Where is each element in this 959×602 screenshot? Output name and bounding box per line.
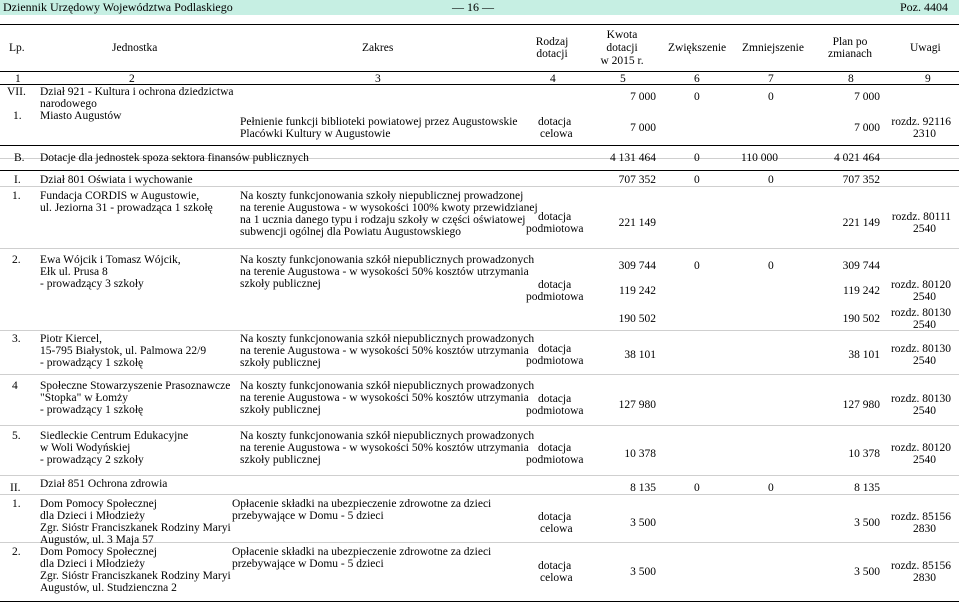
row-wojcik-a-zw: 0 — [694, 260, 700, 272]
row-wojcik-a-kwota: 309 744 — [618, 260, 656, 272]
row-siedleckie-rodzaj-1: dotacja — [538, 442, 572, 454]
row-kiercel-plan: 38 101 — [848, 349, 880, 361]
row-stopka-zakres-1: Na koszty funkcjonowania szkół niepublicznych prowadzonych — [240, 380, 535, 392]
row-miasto-lp: 1. — [13, 110, 22, 122]
row-wojcik-jednostka-1: Ewa Wójcik i Tomasz Wójcik, — [40, 254, 181, 266]
row-siedleckie-jednostka-1: Siedleckie Centrum Edukacyjne — [40, 430, 189, 442]
col-kwota-2: dotacji — [606, 42, 638, 54]
section-ii-zm: 0 — [768, 482, 774, 494]
row-cordis-zakres-3: na 1 ucznia danego typu i rodzaju szkoły w części oświatowej — [240, 214, 526, 226]
row-wojcik-c-plan: 190 502 — [842, 313, 880, 325]
row-wojcik-jednostka-3: - prowadzący 3 szkoły — [40, 278, 144, 290]
row-stopka-rodzaj-2: podmiotowa — [526, 405, 584, 417]
row-miasto-jednostka: Miasto Augustów — [40, 110, 122, 122]
col-uwagi: Uwagi — [910, 42, 941, 54]
section-vii-zm: 0 — [768, 91, 774, 103]
colnum-7: 7 — [768, 73, 774, 85]
row-dps2-zakres-1: Opłacenie składki na ubezpieczenie zdrowotne za dzieci — [232, 546, 492, 558]
row-kiercel-jednostka-3: - prowadzący 1 szkołę — [40, 357, 144, 369]
row-stopka-jednostka-3: - prowadzący 1 szkołę — [40, 404, 144, 416]
grid-line — [0, 330, 959, 331]
section-vii-zw: 0 — [694, 91, 700, 103]
row-cordis-jednostka-2: ul. Jeziorna 31 - prowadząca 1 szkołę — [40, 202, 213, 214]
row-wojcik-zakres-2: na terenie Augustowa - w wysokości 50% kosztów utrzymania — [240, 266, 529, 278]
row-dps2-jednostka-2: dla Dzieci i Młodzieży — [40, 558, 146, 570]
row-cordis-uwagi-1: rozdz. 80111 — [891, 211, 951, 223]
row-kiercel-zakres-3: szkoły publicznej — [240, 357, 321, 369]
row-kiercel-jednostka-1: Piotr Kiercel, — [40, 333, 102, 345]
row-dps2-jednostka-4: Augustów, ul. Studzienczna 2 — [40, 582, 177, 594]
row-miasto-uwagi-2: 2310 — [913, 128, 936, 140]
row-kiercel-rodzaj-2: podmiotowa — [526, 355, 584, 367]
row-wojcik-rodzaj-1: dotacja — [538, 279, 572, 291]
row-dps1-jednostka-2: dla Dzieci i Młodzieży — [40, 510, 146, 522]
rule-top — [0, 24, 959, 25]
section-ii-lp: II. — [10, 482, 21, 494]
row-dps1-rodzaj-2: celowa — [540, 523, 573, 535]
row-wojcik-lp: 2. — [12, 254, 21, 266]
section-b-lp: B. — [14, 152, 25, 164]
colnum-4: 4 — [550, 73, 556, 85]
row-stopka-jednostka-2: "Stopka" w Łomży — [40, 392, 128, 404]
col-zmniejszenie: Zmniejszenie — [742, 42, 804, 54]
col-zakres: Zakres — [362, 42, 394, 54]
row-siedleckie-uwagi-1: rozdz. 80120 — [890, 442, 951, 454]
col-lp: Lp. — [9, 42, 25, 54]
row-dps1-rodzaj-1: dotacja — [538, 511, 572, 523]
row-wojcik-rodzaj-2: podmiotowa — [526, 291, 584, 303]
row-miasto-zakres-2: Placówki Kultury w Augustowie — [240, 128, 391, 140]
row-stopka-plan: 127 980 — [842, 399, 880, 411]
row-dps2-uwagi-2: 2830 — [913, 572, 936, 584]
row-cordis-zakres-4: subwencji ogólnej dla Powiatu Augustowskiego — [240, 226, 462, 238]
col-zwiekszenie: Zwiększenie — [668, 42, 727, 54]
row-wojcik-a-plan: 309 744 — [842, 260, 880, 272]
colnum-9: 9 — [925, 73, 931, 85]
row-dps1-jednostka-4: Augustów, ul. 3 Maja 57 — [40, 534, 154, 546]
row-siedleckie-uwagi-2: 2540 — [913, 454, 936, 466]
row-cordis-lp: 1. — [12, 190, 21, 202]
row-cordis-rodzaj-1: dotacja — [538, 211, 572, 223]
rule-colnums — [0, 84, 959, 85]
grid-line — [0, 475, 959, 476]
row-wojcik-a-zm: 0 — [768, 260, 774, 272]
row-stopka-zakres-3: szkoły publicznej — [240, 404, 321, 416]
row-miasto-kwota: 7 000 — [630, 122, 656, 134]
section-ii-title: Dział 851 Ochrona zdrowia — [40, 478, 168, 490]
row-siedleckie-zakres-3: szkoły publicznej — [240, 454, 321, 466]
section-i-kwota: 707 352 — [618, 174, 656, 186]
row-dps2-jednostka-1: Dom Pomocy Społecznej — [40, 546, 157, 558]
row-cordis-plan: 221 149 — [842, 217, 880, 229]
row-dps1-uwagi-1: rozdz. 85156 — [890, 511, 951, 523]
row-kiercel-zakres-2: na terenie Augustowa - w wysokości 50% kosztów utrzymania — [240, 345, 529, 357]
section-ii-zw: 0 — [694, 482, 700, 494]
row-miasto-uwagi-1: rozdz. 92116 — [891, 116, 951, 128]
row-dps1-zakres-1: Opłacenie składki na ubezpieczenie zdrowotne za dzieci — [232, 498, 492, 510]
row-stopka-rodzaj-1: dotacja — [538, 393, 572, 405]
row-cordis-jednostka-1: Fundacja CORDIS w Augustowie, — [40, 190, 200, 202]
row-stopka-lp: 4 — [12, 380, 18, 392]
row-wojcik-b-uwagi-1: rozdz. 80120 — [890, 279, 951, 291]
section-i-lp: I. — [14, 174, 21, 186]
row-siedleckie-rodzaj-2: podmiotowa — [526, 454, 584, 466]
col-jednostka: Jednostka — [112, 42, 158, 54]
row-miasto-rodzaj-1: dotacja — [538, 116, 572, 128]
colnum-1: 1 — [15, 73, 21, 85]
grid-line — [0, 494, 959, 495]
row-wojcik-zakres-3: szkoły publicznej — [240, 278, 321, 290]
row-cordis-kwota: 221 149 — [618, 217, 656, 229]
row-wojcik-c-kwota: 190 502 — [618, 313, 656, 325]
rule-header — [0, 71, 959, 72]
section-b-title: Dotacje dla jednostek spoza sektora finansów publicznych — [40, 152, 309, 164]
section-i-zw: 0 — [694, 174, 700, 186]
section-i-title: Dział 801 Oświata i wychowanie — [40, 174, 193, 186]
row-dps1-kwota: 3 500 — [630, 517, 656, 529]
section-b-zw: 0 — [694, 152, 700, 164]
row-wojcik-b-uwagi-2: 2540 — [913, 291, 936, 303]
row-siedleckie-zakres-1: Na koszty funkcjonowania szkół niepublicznych prowadzonych — [240, 430, 535, 442]
row-kiercel-kwota: 38 101 — [624, 349, 656, 361]
colnum-6: 6 — [694, 73, 700, 85]
col-kwota-3: w 2015 r. — [600, 55, 644, 67]
row-siedleckie-jednostka-2: w Woli Wodyńskiej — [40, 442, 131, 454]
col-rodzaj-1: Rodzaj — [535, 36, 569, 48]
row-wojcik-zakres-1: Na koszty funkcjonowania szkół niepublicznych prowadzonych — [240, 254, 535, 266]
row-dps2-rodzaj-1: dotacja — [538, 560, 572, 572]
colnum-3: 3 — [375, 73, 381, 85]
row-wojcik-c-uwagi-1: rozdz. 80130 — [890, 307, 951, 319]
section-b-plan: 4 021 464 — [834, 152, 880, 164]
row-siedleckie-lp: 5. — [12, 430, 21, 442]
row-dps2-rodzaj-2: celowa — [540, 572, 573, 584]
row-siedleckie-kwota: 10 378 — [624, 448, 656, 460]
row-dps1-lp: 1. — [12, 498, 21, 510]
section-ii-plan: 8 135 — [854, 482, 880, 494]
section-ii-kwota: 8 135 — [630, 482, 656, 494]
row-kiercel-zakres-1: Na koszty funkcjonowania szkół niepublicznych prowadzonych — [240, 333, 535, 345]
row-siedleckie-jednostka-3: - prowadzący 2 szkoły — [40, 454, 144, 466]
section-b-zm: 110 000 — [741, 152, 778, 164]
col-kwota-1: Kwota — [606, 29, 638, 41]
row-dps1-zakres-2: przebywające w Domu - 5 dzieci — [232, 510, 384, 522]
row-stopka-zakres-2: na terenie Augustowa - w wysokości 50% kosztów utrzymania — [240, 392, 529, 404]
row-dps1-jednostka-1: Dom Pomocy Społecznej — [40, 498, 157, 510]
row-siedleckie-zakres-2: na terenie Augustowa - w wysokości 50% kosztów utrzymania — [240, 442, 529, 454]
row-wojcik-jednostka-2: Ełk ul. Prusa 8 — [40, 266, 108, 278]
row-miasto-zakres-1: Pełnienie funkcji biblioteki powiatowej przez Augustowskie — [240, 116, 518, 128]
journal-title: Dziennik Urzędowy Województwa Podlaskiego — [3, 0, 233, 14]
row-miasto-plan: 7 000 — [854, 122, 880, 134]
row-kiercel-uwagi-2: 2540 — [913, 355, 936, 367]
row-dps1-plan: 3 500 — [854, 517, 880, 529]
row-dps2-uwagi-1: rozdz. 85156 — [890, 560, 951, 572]
row-dps2-lp: 2. — [12, 546, 21, 558]
row-dps2-zakres-2: przebywające w Domu - 5 dzieci — [232, 558, 384, 570]
section-b-kwota: 4 131 464 — [610, 152, 656, 164]
grid-line — [0, 425, 959, 426]
col-plan-2: zmianach — [827, 48, 873, 60]
row-dps2-jednostka-3: Zgr. Sióstr Franciszkanek Rodziny Maryi — [40, 570, 231, 582]
section-i-plan: 707 352 — [842, 174, 880, 186]
row-kiercel-jednostka-2: 15-795 Białystok, ul. Palmowa 22/9 — [40, 345, 207, 357]
grid-line — [0, 248, 959, 249]
row-stopka-kwota: 127 980 — [618, 399, 656, 411]
section-vii-title-1: Dział 921 - Kultura i ochrona dziedzictwa — [40, 86, 234, 98]
grid-line — [0, 374, 959, 375]
row-cordis-rodzaj-2: podmiotowa — [526, 223, 584, 235]
row-miasto-rodzaj-2: celowa — [540, 128, 573, 140]
row-dps2-kwota: 3 500 — [630, 566, 656, 578]
row-kiercel-lp: 3. — [12, 333, 21, 345]
row-cordis-zakres-2: na terenie Augustowa - w wysokości 100% kwoty przewidzianej — [240, 202, 538, 214]
row-wojcik-c-uwagi-2: 2540 — [913, 319, 936, 331]
grid-line — [0, 186, 959, 187]
row-cordis-zakres-1: Na koszty funkcjonowania szkoły niepublicznej prowadzonej — [240, 190, 524, 202]
row-stopka-jednostka-1: Społeczne Stowarzyszenie Prasoznawcze — [40, 380, 231, 392]
row-dps1-jednostka-3: Zgr. Sióstr Franciszkanek Rodziny Maryi — [40, 522, 231, 534]
row-kiercel-uwagi-1: rozdz. 80130 — [890, 343, 951, 355]
col-rodzaj-2: dotacji — [536, 48, 568, 60]
rule-section-i — [0, 170, 959, 171]
section-i-zm: 0 — [768, 174, 774, 186]
row-wojcik-b-plan: 119 242 — [843, 285, 880, 297]
colnum-2: 2 — [129, 73, 135, 85]
row-stopka-uwagi-2: 2540 — [913, 405, 936, 417]
colnum-8: 8 — [848, 73, 854, 85]
section-vii-title-2: narodowego — [40, 98, 97, 110]
colnum-5: 5 — [620, 73, 626, 85]
row-stopka-uwagi-1: rozdz. 80130 — [890, 393, 951, 405]
section-vii-lp: VII. — [7, 86, 26, 98]
row-dps1-uwagi-2: 2830 — [913, 523, 936, 535]
position-number: Poz. 4404 — [900, 0, 948, 14]
rule-section-b — [0, 145, 959, 146]
row-cordis-uwagi-2: 2540 — [913, 223, 936, 235]
row-wojcik-b-kwota: 119 242 — [619, 285, 656, 297]
row-dps2-plan: 3 500 — [854, 566, 880, 578]
section-vii-plan: 7 000 — [854, 91, 880, 103]
col-plan-1: Plan po — [832, 36, 868, 48]
page-number: — 16 — — [452, 0, 494, 14]
row-kiercel-rodzaj-1: dotacja — [538, 343, 572, 355]
section-vii-kwota: 7 000 — [630, 91, 656, 103]
row-siedleckie-plan: 10 378 — [848, 448, 880, 460]
